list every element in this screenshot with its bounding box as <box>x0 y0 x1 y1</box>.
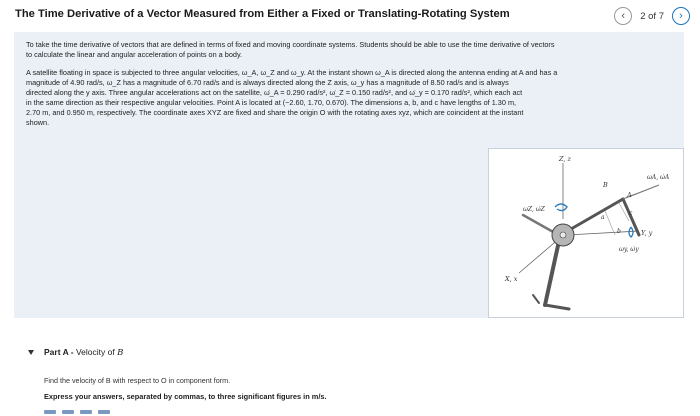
part-a-text: Velocity of <box>75 346 115 357</box>
x-axis-label: X, x <box>505 275 518 283</box>
next-page-button[interactable] <box>672 7 690 25</box>
antenna-arm <box>623 199 639 235</box>
intro-line-2: to calculate the linear and angular acceleration of points on a body. <box>26 50 243 59</box>
problem-line-2: magnitude of 4.90 rad/s, ω_Z has a magnitude of 6.70 rad/s and is always directed along the Z axis, ω_y has a magnitude of 8.50 rad/s and is always <box>26 78 509 87</box>
problem-line-3: directed along the y axis. Three angular accelerations act on the satellite, ω̇_A = 0.290 rad/s², ω̇_Z = 0.150 rad/s², and ω̇_y = 0.170 rad/s², which each act <box>26 88 523 97</box>
z-axis-label: Z, z <box>559 155 571 163</box>
lower-leg <box>545 241 559 305</box>
dim-a <box>605 211 615 235</box>
satellite-figure <box>488 148 684 318</box>
page-title: The Time Derivative of a Vector Measured from Either a Fixed or Translating-Rotating System <box>15 8 510 20</box>
a-dim-label: a <box>601 214 605 221</box>
problem-line-4: in the same direction as their respective angular velocities. Point A is located at (−2.60, 1.70, 0.670). The dimensions a, b, and c have lengths of 1.30 m, <box>26 98 517 107</box>
prev-page-button[interactable] <box>614 7 632 25</box>
origin-o <box>560 232 566 238</box>
y-axis-line <box>567 231 639 235</box>
toolbar-button[interactable] <box>44 410 56 414</box>
part-a-emphasis: Express your answers, separated by commas, to three significant figures in m/s. <box>44 392 327 401</box>
y-axis-label: Y, y <box>641 229 653 237</box>
part-a-instruction: Find the velocity of B with respect to O in component form. <box>44 376 231 385</box>
antenna <box>571 199 623 229</box>
wz-label: ωZ, ω̇Z <box>523 206 545 213</box>
pager <box>614 6 690 26</box>
page-indicator: 2 of 7 <box>640 10 664 22</box>
toolbar-button[interactable] <box>62 410 74 414</box>
part-a-var: B <box>117 347 124 358</box>
header-bar <box>0 0 700 32</box>
chevron-right-icon: › <box>679 10 683 22</box>
problem-line-1: A satellite floating in space is subjected to three angular velocities, ω_A, ω_Z and ω_y. At the instant shown ω_A is directed along the antenna ending at A and has a <box>26 68 558 77</box>
wz-curl <box>555 204 567 211</box>
part-a-header[interactable] <box>28 346 123 358</box>
problem-text <box>26 68 674 128</box>
satellite-diagram <box>489 149 685 319</box>
a-point-label: A <box>627 191 632 199</box>
part-a-prefix: Part A - <box>44 346 74 357</box>
part-a-label <box>44 347 123 358</box>
problem-line-6: shown. <box>26 118 50 127</box>
answer-toolbar <box>44 410 110 414</box>
c-dim-label: c <box>629 210 633 217</box>
problem-line-5: 2.70 m, and 0.950 m, respectively. The coordinate axes XYZ are fixed and share the origin O with the rotating axes xyz, which are coincident at the instant <box>26 108 524 117</box>
collapse-triangle-icon[interactable] <box>28 350 34 355</box>
intro-text <box>26 40 674 60</box>
lower-tip <box>533 295 539 303</box>
problem-panel <box>14 32 684 318</box>
chevron-left-icon: ‹ <box>621 10 626 22</box>
toolbar-button[interactable] <box>98 410 110 414</box>
lower-foot <box>545 305 569 309</box>
left-leg <box>523 215 555 233</box>
intro-line-1: To take the time derivative of vectors that are defined in terms of fixed and moving coordinate systems. Students should be able to use the time derivative of vectors <box>26 40 555 49</box>
b-point-label: B <box>603 181 608 189</box>
b-dim-label: b <box>617 228 621 235</box>
toolbar-button[interactable] <box>80 410 92 414</box>
wa-label: ωA, ω̇A <box>647 174 670 181</box>
wy-label: ωy, ω̇y <box>619 246 639 253</box>
wy-curl <box>629 227 633 237</box>
